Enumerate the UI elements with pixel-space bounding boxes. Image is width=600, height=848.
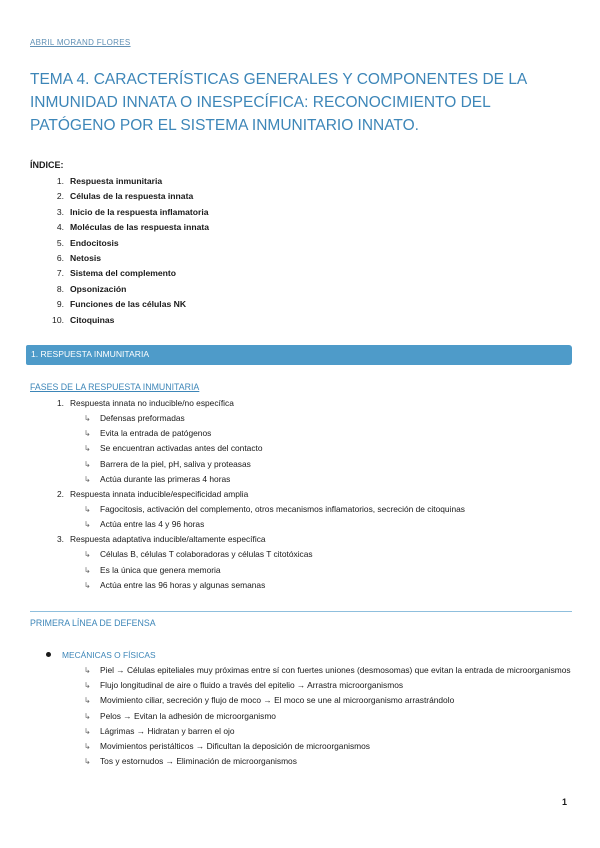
- phase-number: 3.: [57, 534, 64, 545]
- index-item: [30, 282, 209, 297]
- index-number: 7.: [56, 268, 64, 279]
- mechanical-barriers: [46, 648, 576, 769]
- detail-item: ↳ Se encuentran activadas antes del contacto: [30, 441, 465, 456]
- page-number: 1: [562, 797, 568, 807]
- section-banner-title: 1. RESPUESTA INMUNITARIA: [31, 349, 150, 359]
- author-name: ABRIL MORAND FLORES: [30, 38, 131, 47]
- index-label-text: Netosis: [70, 252, 102, 263]
- mechanical-heading: [46, 648, 576, 663]
- index-number: 5.: [56, 237, 64, 248]
- arrow-icon: ↳: [84, 741, 91, 751]
- arrow-icon: ↳: [84, 550, 91, 560]
- arrow-icon: ↳: [84, 414, 91, 423]
- arrow-icon: ↳: [84, 565, 91, 575]
- detail-item: ↳ Actúa entre las 96 horas y algunas semanas: [30, 578, 465, 593]
- index-label-text: Células de la respuesta innata: [70, 191, 194, 202]
- mechanical-item: ↳ Movimiento ciliar, secreción y flujo de moco → El moco se une al microorganismo arrastrándolo: [46, 693, 576, 708]
- index-label-text: Endocitosis: [70, 237, 119, 248]
- index-number: 2.: [56, 191, 64, 202]
- arrow-icon: ↳: [84, 711, 91, 721]
- index-number: 8.: [56, 283, 64, 294]
- detail-item: ↳ Actúa entre las 4 y 96 horas: [30, 517, 465, 532]
- index-item: [30, 174, 209, 189]
- index-number: 6.: [56, 252, 64, 263]
- phase-title: Respuesta innata inducible/especificidad amplia: [70, 488, 249, 499]
- index-item: [30, 297, 209, 312]
- phase-title: Respuesta innata no inducible/no específica: [70, 398, 234, 408]
- index-item: [30, 251, 209, 266]
- section-banner: [26, 345, 572, 365]
- page-title: TEMA 4. CARACTERÍSTICAS GENERALES Y COMPONENTES DE LA INMUNIDAD INNATA O INESPECÍFICA: RECONOCIMIENTO DEL PATÓGENO POR EL SISTEMA INMUNITARIO INNATO.: [30, 71, 527, 134]
- phase-number: 2.: [57, 488, 64, 499]
- index-item: [30, 236, 209, 251]
- phase-details: [30, 502, 465, 532]
- index-item: [30, 205, 209, 220]
- mechanical-item: ↳ Lágrimas → Hidratan y barren el ojo: [46, 724, 576, 739]
- mechanical-list: [46, 663, 576, 769]
- arrow-icon: ↳: [84, 681, 91, 691]
- index-number: 4.: [56, 222, 64, 233]
- phase-details: [30, 547, 465, 593]
- detail-item: ↳ Barrera de la piel, pH, saliva y proteasas: [30, 457, 465, 472]
- detail-item: ↳ Evita la entrada de patógenos: [30, 426, 465, 441]
- index-label-text: Opsonización: [70, 283, 127, 294]
- phase-item: [30, 396, 465, 487]
- arrow-icon: ↳: [84, 459, 91, 469]
- index-number: 3.: [56, 206, 64, 217]
- phases-list: [30, 396, 465, 593]
- mechanical-title: MECÁNICAS O FÍSICAS: [62, 650, 156, 660]
- arrow-icon: ↳: [84, 429, 91, 439]
- index-label-text: Respuesta inmunitaria: [70, 176, 163, 186]
- detail-item: ↳ Actúa durante las primeras 4 horas: [30, 472, 465, 487]
- detail-item: ↳ Células B, células T colaboradoras y células T citotóxicas: [30, 547, 465, 562]
- arrow-icon: ↳: [84, 474, 91, 484]
- mechanical-item: ↳ Pelos → Evitan la adhesión de microorganismo: [46, 709, 576, 724]
- arrow-icon: ↳: [84, 726, 91, 736]
- mechanical-item: ↳ Piel → Células epiteliales muy próximas entre sí con fuertes uniones (desmosomas) que evitan la entrada de microorganismos: [46, 663, 576, 678]
- index-item: [30, 189, 209, 204]
- phase-title: Respuesta adaptativa inducible/altamente específica: [70, 534, 266, 545]
- index-label: ÍNDICE:: [30, 160, 64, 170]
- index-label-text: Moléculas de las respuesta innata: [70, 222, 209, 233]
- arrow-icon: ↳: [84, 520, 91, 530]
- mechanical-item: ↳ Tos y estornudos → Eliminación de microorganismos: [46, 754, 576, 769]
- phase-details: [30, 411, 465, 487]
- mechanical-item: ↳ Flujo longitudinal de aire o fluido a través del epitelio → Arrastra microorganismos: [46, 678, 576, 693]
- phase-item: [30, 487, 465, 532]
- index-item: [30, 220, 209, 235]
- index-list: [30, 174, 209, 328]
- mechanical-item: ↳ Movimientos peristálticos → Dificultan la deposición de microorganismos: [46, 739, 576, 754]
- arrow-icon: ↳: [84, 580, 91, 590]
- detail-item: ↳ Defensas preformadas: [30, 411, 465, 426]
- index-number: 10.: [52, 314, 64, 325]
- defense-line-title: PRIMERA LÍNEA DE DEFENSA: [30, 618, 156, 628]
- index-number: 1.: [56, 176, 64, 186]
- arrow-icon: ↳: [84, 504, 91, 514]
- arrow-icon: ↳: [84, 444, 91, 454]
- index-item: [30, 313, 209, 328]
- phase-item: [30, 532, 465, 593]
- bullet-icon: [46, 652, 51, 657]
- index-label-text: Citoquinas: [70, 314, 115, 325]
- index-label-text: Funciones de las células NK: [70, 299, 187, 310]
- arrow-icon: ↳: [84, 696, 91, 706]
- detail-item: ↳ Fagocitosis, activación del complemento, otros mecanismos inflamatorios, secreción de citoquinas: [30, 502, 465, 517]
- index-number: 9.: [56, 299, 64, 310]
- index-item: [30, 266, 209, 281]
- index-label-text: Inicio de la respuesta inflamatoria: [70, 206, 209, 217]
- arrow-icon: ↳: [84, 757, 91, 767]
- phases-subtitle: FASES DE LA RESPUESTA INMUNITARIA: [30, 382, 200, 392]
- arrow-icon: ↳: [84, 666, 91, 675]
- section-divider: [30, 611, 572, 612]
- index-label-text: Sistema del complemento: [70, 268, 177, 279]
- detail-item: ↳ Es la única que genera memoria: [30, 563, 465, 578]
- phase-number: 1.: [57, 398, 64, 408]
